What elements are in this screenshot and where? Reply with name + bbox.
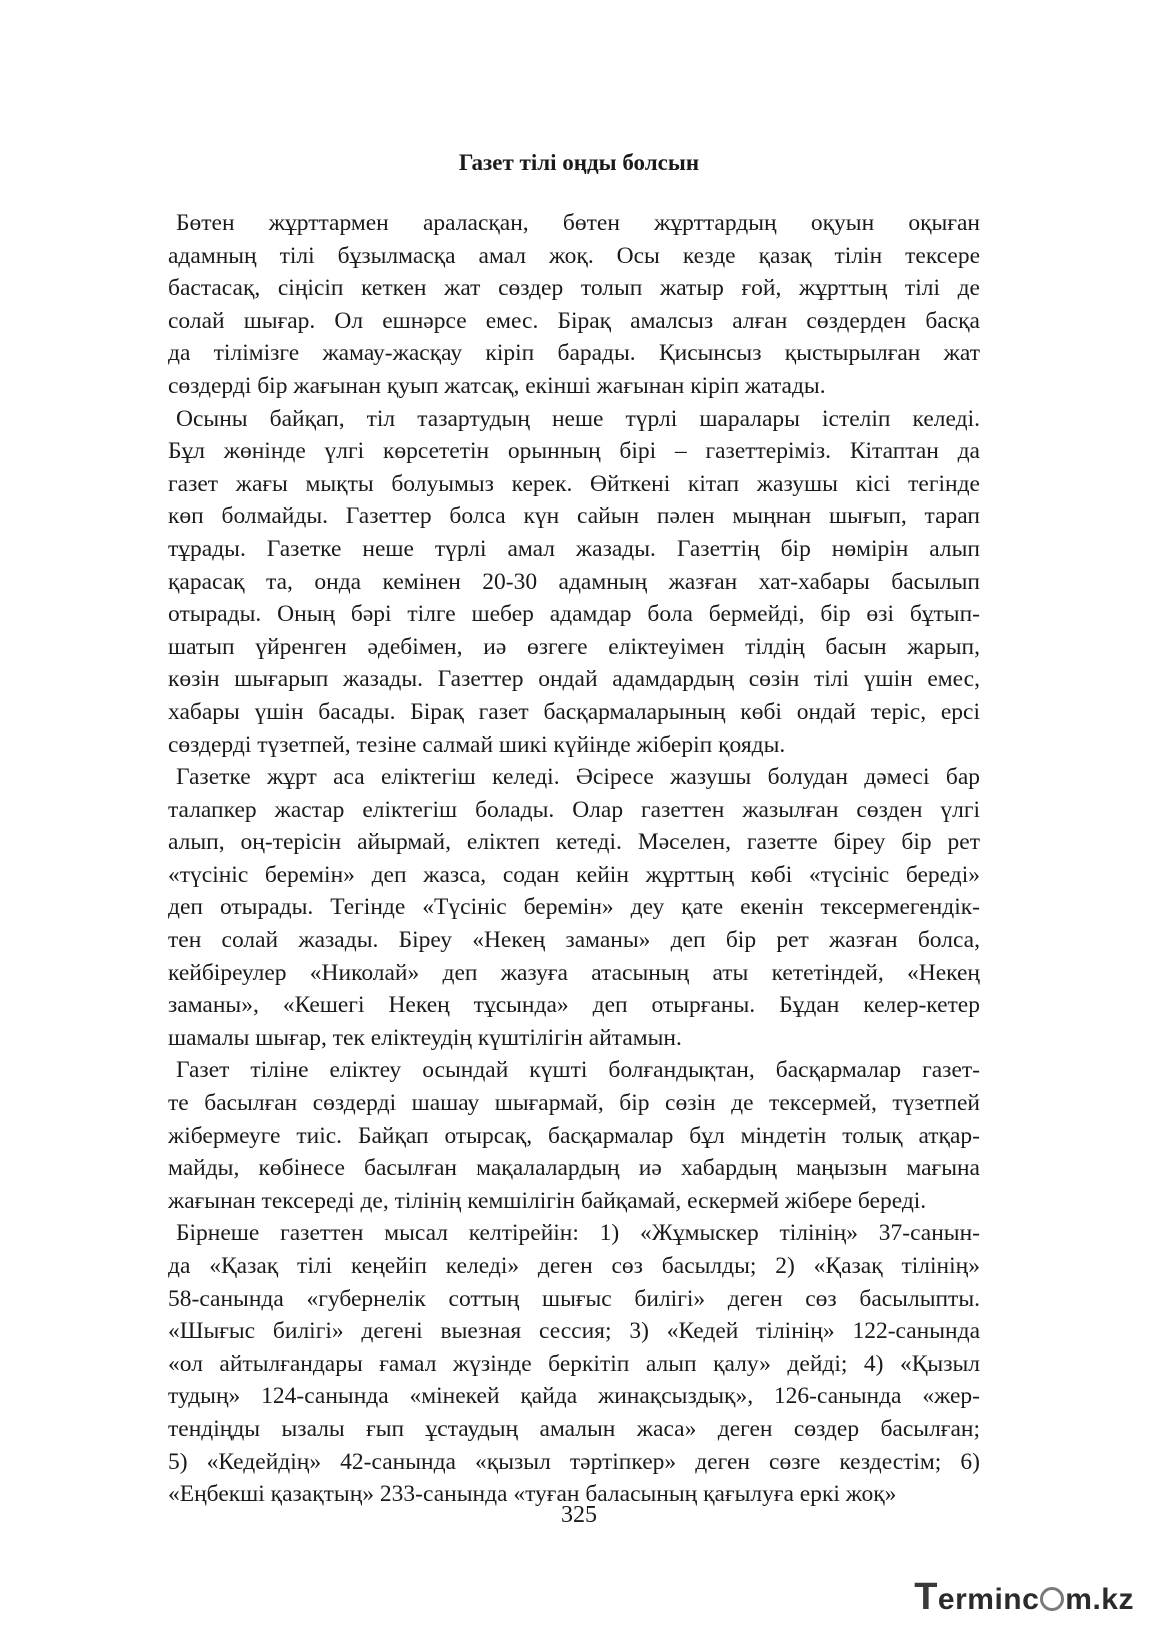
text-line: қарасақ та, онда кемінен 20-30 адамның жазған хат-хабары басылып bbox=[168, 568, 980, 595]
paragraph bbox=[168, 207, 980, 403]
body-text bbox=[168, 207, 980, 1511]
text-line: сөздерді бір жағынан қуып жатсақ, екінші жағынан кіріп жатады. bbox=[168, 372, 826, 399]
text-line: тудың» 124-санында «мінекей қайда жинақсыздық», 126-санында «жер- bbox=[168, 1383, 980, 1410]
page-title: Газет тілі оңды болсын bbox=[458, 150, 700, 175]
text-line: Бірнеше газеттен мысал келтірейін: 1) «Жұмыскер тілінің» 37-санын- bbox=[176, 1220, 980, 1247]
text-line: «Еңбекші қазақтың» 233-санында «туған баласының қағылуға еркі жоқ» bbox=[168, 1481, 897, 1508]
text-line: «ол айтылғандары ғамал жүзінде беркітіп алып қалу» дейді; 4) «Қызыл bbox=[168, 1350, 980, 1377]
text-line: Газет тіліне еліктеу осындай күшті болғандықтан, басқармалар газет- bbox=[176, 1057, 980, 1084]
paragraph bbox=[168, 403, 980, 762]
text-line: солай шығар. Ол ешнәрсе емес. Бірақ амалсыз алған сөздерден басқа bbox=[168, 307, 980, 334]
text-line: бастасақ, сіңісіп кеткен жат сөздер толып жатыр ғой, жұрттың тілі де bbox=[168, 275, 980, 302]
text-line: тұрады. Газетке неше түрлі амал жазады. Газеттің бір нөмірін алып bbox=[168, 535, 980, 562]
text-line: жібермеуге тиіс. Байқап отырсақ, басқармалар бұл міндетін толық атқар- bbox=[168, 1122, 980, 1149]
watermark-text-a: erminc bbox=[937, 1583, 1040, 1616]
paragraph bbox=[168, 1054, 980, 1217]
text-line: шатып үйренген әдебімен, иә өзгеге еліктеуімен тілдің басын жарып, bbox=[168, 633, 980, 660]
text-line: те басылған сөздерді шашау шығармай, бір сөзін де тексермей, түзетпей bbox=[168, 1090, 980, 1117]
text-line: заманы», «Кешегі Некең тұсында» деп отырғаны. Бұдан келер-кетер bbox=[168, 992, 980, 1019]
text-line: көзін шығарып жазады. Газеттер ондай адамдардың сөзін тілі үшін емес, bbox=[168, 666, 980, 693]
watermark-letter-t: T bbox=[914, 1576, 938, 1618]
text-line: 58-санында «губернелік соттың шығыс билігі» деген сөз басылыпты. bbox=[168, 1285, 980, 1312]
text-line: алып, оң-терісін айырмай, еліктеп кетеді. Мәселен, газетте біреу бір рет bbox=[168, 829, 980, 856]
text-line: тендіңды ызалы ғып ұстаудың амалын жаса» деген сөздер басылған; bbox=[168, 1415, 980, 1442]
text-line: шамалы шығар, тек еліктеудің күштілігін айтамын. bbox=[168, 1024, 682, 1051]
text-line: Осыны байқап, тіл тазартудың неше түрлі шаралары істеліп келеді. bbox=[176, 405, 980, 432]
text-line: Бөтен жұрттармен араласқан, бөтен жұрттардың оқуын оқыған bbox=[176, 210, 980, 236]
text-line: газет жағы мықты болуымыз керек. Өйткені кітап жазушы кісі тегінде bbox=[168, 470, 980, 497]
text-line: отырады. Оның бәрі тілге шебер адамдар бола бермейді, бір өзі бұтып- bbox=[168, 601, 980, 628]
text-line: деп отырады. Тегінде «Түсініс беремін» деу қате екенін тексермегендік- bbox=[168, 894, 980, 921]
site-watermark-logo bbox=[914, 1576, 1134, 1619]
text-line: адамның тілі бұзылмасқа амал жоқ. Осы кезде қазақ тілін тексере bbox=[168, 242, 980, 269]
text-line: 5) «Кедейдің» 42-санында «қызыл тәртіпкер» деген сөзге кездестім; 6) bbox=[168, 1448, 980, 1475]
text-line: көп болмайды. Газеттер болса күн сайын пәлен мыңнан шығып, тарап bbox=[168, 503, 980, 530]
text-line: сөздерді түзетпей, тезіне салмай шикі күйінде жіберіп қояды. bbox=[168, 731, 786, 758]
text-line: жағынан тексереді де, тілінің кемшілігін байқамай, ескермей жібере береді. bbox=[168, 1187, 927, 1214]
text-line: талапкер жастар еліктегіш болады. Олар газеттен жазылған сөзден үлгі bbox=[168, 796, 980, 823]
text-line: да тілімізге жамау-жасқау кіріп барады. Қисынсыз қыстырылған жат bbox=[168, 340, 980, 367]
text-line: Газетке жұрт аса еліктегіш келеді. Әсіресе жазушы болудан дәмесі бар bbox=[176, 764, 980, 791]
page-number: 325 bbox=[561, 1502, 597, 1528]
text-line: кейбіреулер «Николай» деп жазуға атасының аты кететіндей, «Некең bbox=[168, 959, 980, 986]
text-line: Бұл жөнінде үлгі көрсететін орынның бірі – газеттеріміз. Кітаптан да bbox=[168, 438, 980, 465]
text-line: майды, көбінесе басылған мақалалардың иә хабардың маңызын мағына bbox=[168, 1155, 980, 1182]
text-line: хабары үшін басады. Бірақ газет басқармаларының көбі ондай теріс, ерсі bbox=[168, 698, 980, 725]
paragraph bbox=[168, 1217, 980, 1510]
text-line: «түсініс беремін» деп жазса, содан кейін жұрттың көбі «түсініс береді» bbox=[168, 861, 980, 888]
paragraph bbox=[168, 761, 980, 1054]
magnifier-icon bbox=[1040, 1587, 1064, 1611]
text-line: да «Қазақ тілі кеңейіп келеді» деген сөз басылды; 2) «Қазақ тілінің» bbox=[168, 1253, 980, 1279]
watermark-text-b: m.kz bbox=[1065, 1583, 1134, 1616]
text-line: «Шығыс билігі» дегені выезная сессия; 3) «Кедей тілінің» 122-санында bbox=[168, 1318, 980, 1345]
text-line: тен солай жазады. Біреу «Некең заманы» деп бір рет жазған болса, bbox=[168, 927, 980, 954]
